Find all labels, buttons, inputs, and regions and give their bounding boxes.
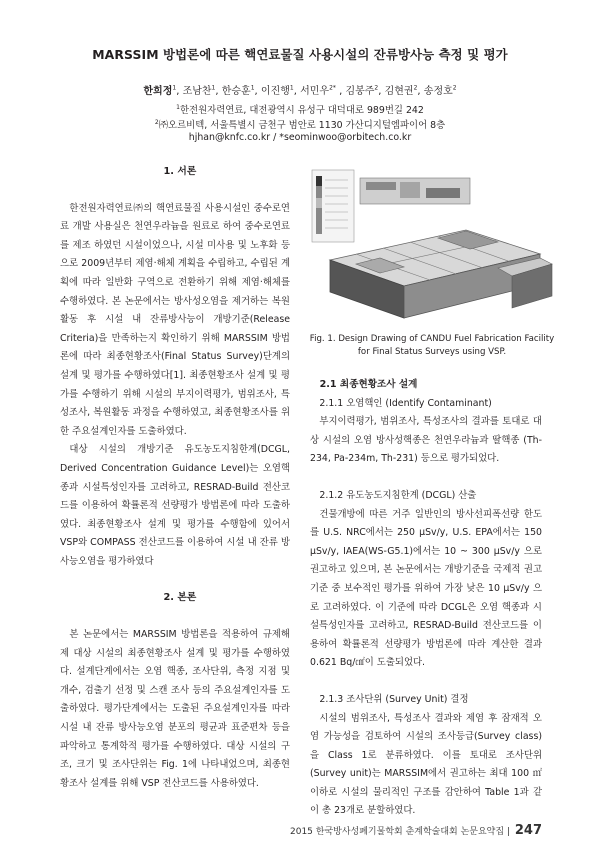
facility-3d-model-image (308, 168, 554, 338)
subsubsection-heading: 2.1.2 유도농도지침한계 (DCGL) 산출 (319, 489, 477, 501)
right-column (310, 376, 542, 821)
author-name: 서민우 (300, 86, 330, 97)
author-name: 한승훈 (221, 86, 251, 97)
left-column (60, 163, 290, 793)
figure-caption: Fig. 1. Design Drawing of CANDU Fuel Fabrication Facility for Final Status Surveys using VSP. (309, 334, 555, 357)
affiliation-2: $^2$㈜오르비텍, 서울특별시 금천구 범안로 1130 가산디지털엠파이어 8층 (154, 119, 446, 132)
footer-separator: | (506, 827, 510, 837)
paper-title: MARSSIM 방법론에 따른 핵연료물질 사용시설의 잔류방사능 측정 및 평가 (92, 47, 508, 62)
section-heading: 1. 서론 (163, 166, 197, 177)
conference-name: 2015 한국방사성폐기물학회 춘계학술대회 논문요약집 (290, 827, 505, 837)
paragraph: 본 논문에서는 MARSSIM 방법론을 적용하여 규제해제 대상 시설의 최종현황조사 설계 및 평가를 수행하였다. 설계단계에서는 오염 핵종, 조사단위, 측정 지점 및 개수, 검출기 선정 및 스캔 조사 등의 주요설계인자를 도출하였다. 평가단계에서는 도출된 주요설계인자를 따라 시설 내 잔류 방사능오염 분포의 평균과 표준편차 등을 파악하고 통계학적 평가를 수행하였다. 대상 시설의 구조, 크기 및 조사단위는 Fig. 1에 나타내었으며, 최종현황조사 설계를 위해 VSP 전산코드를 사용하였다. (60, 629, 290, 789)
page-number: 247 (514, 823, 542, 838)
affiliation-1: $^1$한전원자력연료, 대전광역시 유성구 대덕대로 989번길 242 (176, 104, 424, 117)
subsubsection-heading: 2.1.1 오염핵인 (Identify Contaminant) (319, 397, 492, 409)
author-list: 한희정$^1$, 조남찬$^1$, 한승훈$^1$, 이진행$^1$, 서민우$^{2*}$ , 김봉주$^2$, 김현권$^2$, 송정호$^2$ (143, 84, 457, 97)
author-name: 한희정 (143, 86, 173, 97)
section-heading: 2. 본론 (163, 592, 197, 604)
author-name: 김봉주 (345, 86, 375, 97)
subsubsection-heading: 2.1.3 조사단위 (Survey Unit) 결정 (319, 693, 469, 705)
paragraph: 한전원자력연료㈜의 핵연료물질 사용시설인 중수로연료 개발 사용실은 천연우라늄을 원료로 하여 중수로연료를 제조 하였던 시설이었으나, 시설 미사용 및 노후화 등으로 2009년부터 제염·해체 계획을 수립하고, 수립된 계획에 따라 일반화 구역으로 전환하기 위해 제염·해체를 수행하였다. 본 논문에서는 방사성오염을 제거하는 복원활동 후 시설 내 잔류방사능이 개방기준(Release Criteria)을 만족하는지 확인하기 위해 MARSSIM 방법론에 따라 최종현황조사(Final Status Survey)단계의 설계 및 평가를 수행하였다[1]. 최종현황조사 설계 및 평가를 수행하기 위해 시설의 부지이력평가, 범위조사, 특성조사, 복원활동 과정을 수행하였고, 최종현황조사를 위한 주요설계인자를 도출하였다. (60, 202, 290, 437)
facility-drawing-figure (308, 168, 554, 338)
paragraph: 건물개방에 따른 거주 일반인의 방사선피폭선량 한도를 U.S. NRC에서는 250 μSv/y, U.S. EPA에서는 150 μSv/y, IAEA(WS-G5.1)에서는 10 ~ 300 μSv/y 으로 권고하고 있으며, 본 논문에서는 개방기준을 국제적 권고기준 중 보수적인 평가를 위하여 가장 낮은 10 μSv/y 으로 고려하였다. 이 기준에 따라 DCGL은 오염 핵종과 시설특성인자를 고려하고, RESRAD-Build 전산코드를 이용하여 확률론적 선량평가 방법론에 따라 계산한 결과 0.621 Bq/㎠이 도출되었다. (310, 508, 542, 669)
paragraph: 대상 시설의 개방기준 유도농도지침한계(DCGL, Derived Concentration Guidance Level)는 오염핵종과 시설특성인자를 고려하고, RESRAD-Build 전산코드를 이용하여 확률론적 선량평가 방법론에 따라 도출하였다. 최종현황조사 설계 및 평가를 수행함에 있어서 VSP와 COMPASS 전산코드를 이용하여 시설 내 잔류 방사능오염을 평가하였다 (60, 444, 290, 567)
page-footer (290, 823, 542, 838)
author-emails: hjhan@knfc.co.kr / *seominwoo@orbitech.co.kr (188, 132, 412, 143)
subsection-heading: 2.1 최종현황조사 설계 (319, 379, 418, 390)
paragraph: 시설의 범위조사, 특성조사 결과와 제염 후 잠재적 오염 가능성을 검토하여 시설의 조사등급(Survey class)을 Class 1로 분류하였다. 이를 토대로 조사단위(Survey unit)는 MARSSIM에서 권고하는 최대 100 ㎡ 이하로 시설의 물리적인 구조를 감안하여 Table 1과 같이 총 23개로 분할하였다. (310, 712, 542, 817)
author-name: 김현권 (384, 86, 414, 97)
author-name: 송정호 (423, 86, 453, 97)
paragraph: 부지이력평가, 범위조사, 특성조사의 결과를 토대로 대상 시설의 오염 방사성핵종은 천연우라늄과 딸핵종 (Th-234, Pa-234m, Th-231) 등으로 평가되었다. (310, 416, 542, 465)
author-name: 이진행 (260, 86, 290, 97)
author-name: 조남찬 (182, 86, 212, 97)
